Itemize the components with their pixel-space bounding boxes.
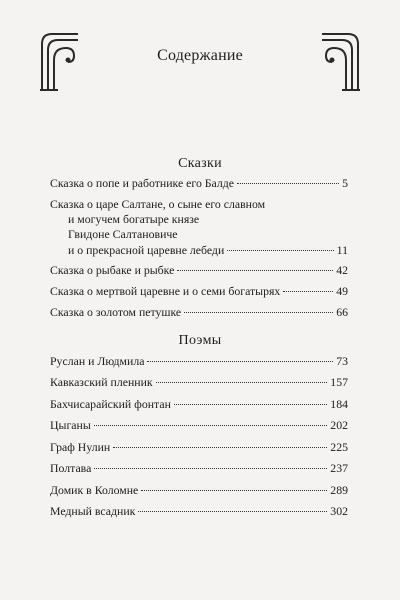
- toc-entry[interactable]: [50, 440, 348, 455]
- entry-title-line: Гвидоне Салтановиче: [68, 227, 178, 242]
- toc-entry[interactable]: [50, 461, 348, 476]
- toc-entry[interactable]: [50, 197, 348, 258]
- toc-title: Содержание: [157, 47, 243, 64]
- toc-entry[interactable]: [50, 483, 348, 498]
- page-number: 42: [336, 263, 348, 277]
- entry-title: Цыганы: [50, 418, 91, 432]
- page-number: 237: [330, 461, 348, 475]
- page-number: 73: [336, 354, 348, 368]
- page-number: 66: [336, 305, 348, 319]
- toc-entry[interactable]: [50, 418, 348, 433]
- dot-leader: [283, 291, 333, 292]
- toc-entry[interactable]: [50, 263, 348, 278]
- toc-entry[interactable]: [50, 397, 348, 412]
- dot-leader: [174, 404, 327, 405]
- section-title-skazki: Сказки: [178, 156, 222, 171]
- entry-title: Сказка о мертвой царевне и о семи богатырях: [50, 284, 281, 298]
- entry-title-line: Сказка о царе Салтане, о сыне его славном: [50, 197, 266, 211]
- entry-title: Сказка о золотом петушке: [50, 305, 182, 319]
- entry-title-line: и могучем богатыре князе: [68, 212, 200, 227]
- section-title-poemy: Поэмы: [178, 333, 222, 348]
- dot-leader: [138, 511, 327, 512]
- dot-leader: [184, 312, 333, 313]
- toc-entry[interactable]: [50, 305, 348, 320]
- entry-title-line: и о прекрасной царевне лебеди: [68, 242, 225, 257]
- page-number: 289: [330, 483, 348, 497]
- page-number: 184: [330, 397, 348, 411]
- entry-title: Кавказский пленник: [50, 375, 153, 389]
- entry-title: Сказка о рыбаке и рыбке: [50, 263, 175, 277]
- page-number: 11: [336, 242, 348, 257]
- dot-leader: [227, 250, 333, 251]
- entry-title: Руслан и Людмила: [50, 354, 145, 368]
- page-number: 225: [330, 440, 348, 454]
- page-number: 157: [330, 375, 348, 389]
- entry-title: Полтава: [50, 461, 92, 475]
- page-number: 202: [330, 418, 348, 432]
- toc-entry[interactable]: [50, 284, 348, 299]
- toc-entry[interactable]: [50, 354, 348, 369]
- entry-title: Бахчисарайский фонтан: [50, 397, 171, 411]
- dot-leader: [156, 382, 328, 383]
- dot-leader: [94, 468, 327, 469]
- entry-title: Домик в Коломне: [50, 483, 139, 497]
- entry-title: Граф Нулин: [50, 440, 111, 454]
- toc-entry[interactable]: [50, 375, 348, 390]
- page-number: 302: [330, 504, 348, 518]
- dot-leader: [237, 183, 339, 184]
- toc-entry[interactable]: [50, 176, 348, 191]
- dot-leader: [147, 361, 333, 362]
- dot-leader: [177, 270, 333, 271]
- page-number: 5: [342, 176, 348, 190]
- page-number: 49: [336, 284, 348, 298]
- entry-title: Медный всадник: [50, 504, 136, 518]
- dot-leader: [141, 490, 327, 491]
- toc-entry[interactable]: [50, 504, 348, 519]
- dot-leader: [94, 425, 328, 426]
- entry-title: Сказка о попе и работнике его Балде: [50, 176, 235, 190]
- dot-leader: [113, 447, 327, 448]
